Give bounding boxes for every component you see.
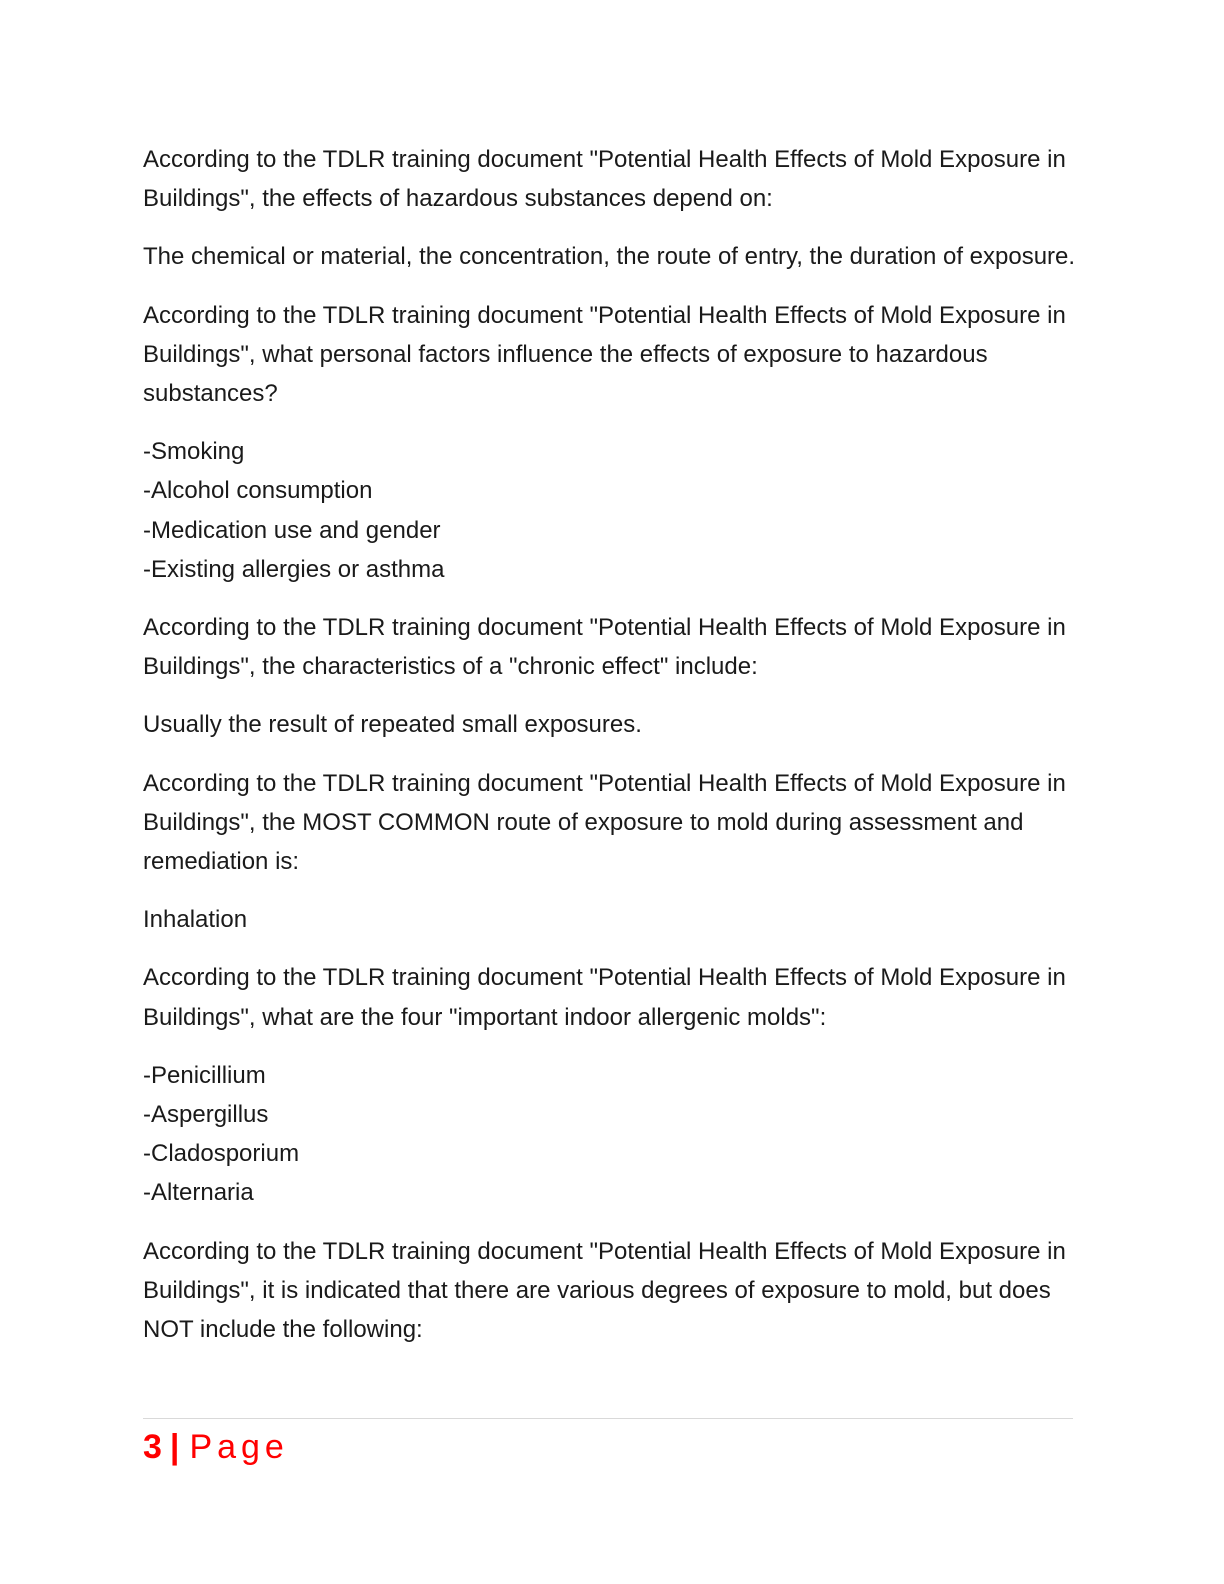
paragraph: According to the TDLR training document "Potential Health Effects of Mold Exposure in Buildings", the MOST COMMON route of exposure to mold during assessment and remediation is: [143,769,1066,876]
list-item: -Alcohol consumption [143,477,373,505]
list-item: -Cladosporium [143,1140,300,1168]
list-item: -Alternaria [143,1179,254,1207]
paragraph: Usually the result of repeated small exposures. [143,711,642,739]
list-item: -Smoking [143,438,245,466]
paragraph: According to the TDLR training document "Potential Health Effects of Mold Exposure in Buildings", the effects of hazardous substances depend on: [143,146,1066,213]
list-item: -Medication use and gender [143,516,441,544]
footer-divider [143,1418,1073,1419]
paragraph: According to the TDLR training document "Potential Health Effects of Mold Exposure in Buildings", what personal factors influence the effects of exposure to hazardous substances? [143,301,1066,408]
paragraph: Inhalation [143,906,248,934]
paragraph: According to the TDLR training document "Potential Health Effects of Mold Exposure in Buildings", it is indicated that there are various degrees of exposure to mold, but does NOT include the following: [143,1237,1066,1344]
personal-factors-list [143,432,1078,589]
list-item: -Aspergillus [143,1101,269,1129]
list-item: -Existing allergies or asthma [143,555,445,583]
list-item: -Penicillium [143,1061,266,1089]
paragraph: According to the TDLR training document "Potential Health Effects of Mold Exposure in Buildings", the characteristics of a "chronic effect" include: [143,614,1066,681]
page-body [143,140,1078,1368]
paragraph: According to the TDLR training document "Potential Health Effects of Mold Exposure in Buildings", what are the four "important indoor allergenic molds": [143,964,1066,1031]
allergenic-molds-list [143,1056,1078,1213]
paragraph: The chemical or material, the concentration, the route of entry, the duration of exposure. [143,243,1076,271]
footer-separator: | [169,1428,180,1466]
page-label: Page [189,1428,289,1466]
page-number: 3 [143,1428,162,1466]
page-footer [143,1424,289,1470]
